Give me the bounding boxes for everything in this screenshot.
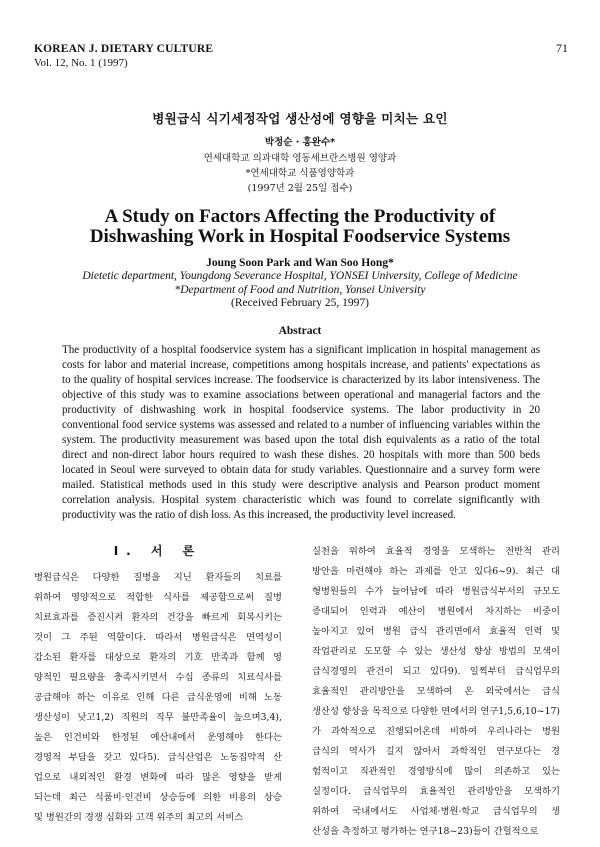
korean-affiliation-1: 연세대학교 의과대학 영동세브란스병원 영양과 [203,153,397,164]
body-line: 업으로 내외적인 환경 변화에 따라 많은 영향을 받게 [34,772,282,783]
body-line: 작업관리로 도모할 수 있는 생산성 향상 방법의 모색이 [312,646,560,657]
left-column-text [34,568,282,828]
body-line: 및 병원간의 경쟁 심화와 고객 위주의 최고의 서비스 [34,812,244,823]
body-line: 효율적인 관리방안을 모색하여 온 외국에서는 급식 [312,686,560,697]
body-line: 되는데 최근 식품비·인건비 상승등에 의한 비용의 상승 [34,792,282,803]
body-line: 생산성 향상을 목적으로 다양한 면에서의 연구1,5,6,10~17) [312,706,560,717]
english-title [0,207,600,247]
abstract-heading: Abstract [278,325,322,337]
body-line: 방안을 마련해야 하는 과제를 안고 있다6~9). 최근 대 [312,566,560,577]
abstract-text: The productivity of a hospital foodservice system has a significant implication in hospital management as costs for labor and material increase, competitions among hospitals increase, and patients' expectations as to the quality of hospital services increase. The foodservice is characterized by its labor intensiveness. The objective of this study was to examine associations between operational and managerial factors and the productivity of dishwashing work in hospital foodservice systems. The labor productivity in 20 conventional food service systems was assessed and related to a number of influencing variables within the system. The productivity measurement was based upon the total dish equivalents as a ratio of the total direct and non-direct labor hours required to wash these dishes. 20 hospitals with more than 500 beds located in Seoul were surveyed to obtain data for study variables. Questionnaire and a survey form were mailed. Statistical methods used in this study were descriptive analysis and Pearson product moment correlation analysis. Hospital system characteristic which was found to correlate significantly with productivity was the ratio of dish loss. As this increased, the productivity level increased. [62,344,540,521]
body-line: 경영적 부담을 갖고 있다5). 급식산업은 노동집약적 산 [34,752,282,763]
body-line: 병원급식은 다양한 질병을 지닌 환자들의 치료를 [34,572,282,583]
body-line: 것이 그 주된 역할이다. 따라서 병원급식은 면역성이 [34,632,282,643]
body-line: 높아지고 있어 병원 급식 관리면에서 효율적 인력 및 [312,626,560,637]
korean-affiliation-2: *연세대학교 식품영양학과 [245,168,355,179]
body-line: 실정이다. 급식업무의 효율적인 관리방안을 모색하기 [312,786,560,797]
korean-authors: 박정순 · 홍완수* [264,137,336,148]
body-line: 양적인 필요량을 충족시키면서 수십 종류의 치료식사를 [34,672,282,683]
body-line: 형병원들의 수가 늘어남에 따라 병원급식부서의 규모도 [312,586,560,597]
body-line: 위하여 국내에서도 사업체·병원·학교 급식업무의 생 [312,806,560,817]
journal-volume: Vol. 12, No. 1 (1997) [34,57,128,69]
body-column-right [312,542,560,842]
body-line: 감소된 환자를 대상으로 환자의 기호 만족과 함께 영 [34,652,282,663]
english-authors: Joung Soon Park and Wan Soo Hong* [206,257,394,269]
right-column-text [312,542,560,842]
english-title-line-1: A Study on Factors Affecting the Productivity of [104,206,496,227]
body-line: 험적이고 직관적인 경영방식에 많이 의존하고 있는 [312,766,560,777]
english-affiliation-1: Dietetic department, Youngdong Severance Hospital, YONSEI University, College of Medicine [82,270,518,282]
body-line: 생산성이 낮고1,2) 직원의 직무 불만족율이 높으며3,4), [34,712,282,723]
body-column-left [34,538,282,828]
body-line: 가 과학적으로 진행되어온데 비하여 우리나라는 병원 [312,726,560,737]
body-line: 위하여 영양적으로 적합한 식사를 제공함으로써 질병 [34,592,282,603]
english-affiliation-2: *Department of Food and Nutrition, Yonsei University [174,284,426,296]
body-line: 공급해야 하는 이유로 인해 다른 급식운영에 비해 노동 [34,692,282,703]
journal-header [34,42,213,70]
korean-received-date: (1997년 2월 25일 접수) [247,183,353,194]
body-line: 급식의 역사가 길지 않아서 과학적인 연구보다는 경 [312,746,560,757]
english-title-line-2: Dishwashing Work in Hospital Foodservice Systems [89,226,511,247]
section-heading-introduction: I. 서 론 [113,544,203,558]
body-line: 높은 인건비와 한정된 예산내에서 운영해야 한다는 [34,732,282,743]
body-line: 산성을 측정하고 평가하는 연구18~23)들이 간헐적으로 [312,826,539,837]
body-line: 치료효과를 증진시켜 환자의 건강을 빠르게 회복시키는 [34,612,282,623]
korean-title: 병원급식 식기세정작업 생산성에 영향을 미치는 요인 [152,111,448,126]
body-line: 실천을 위하여 효율적 경영을 모색하는 전반적 관리 [312,546,560,557]
page-number: 71 [556,41,568,55]
english-received-date: (Received February 25, 1997) [231,297,369,309]
body-line: 증대되어 인력과 예산이 병원에서 차지하는 비중이 [312,606,560,617]
journal-name: KOREAN J. DIETARY CULTURE [34,43,214,55]
body-line: 급식경영의 관건이 되고 있다9). 일찍부터 급식업무의 [312,666,560,677]
